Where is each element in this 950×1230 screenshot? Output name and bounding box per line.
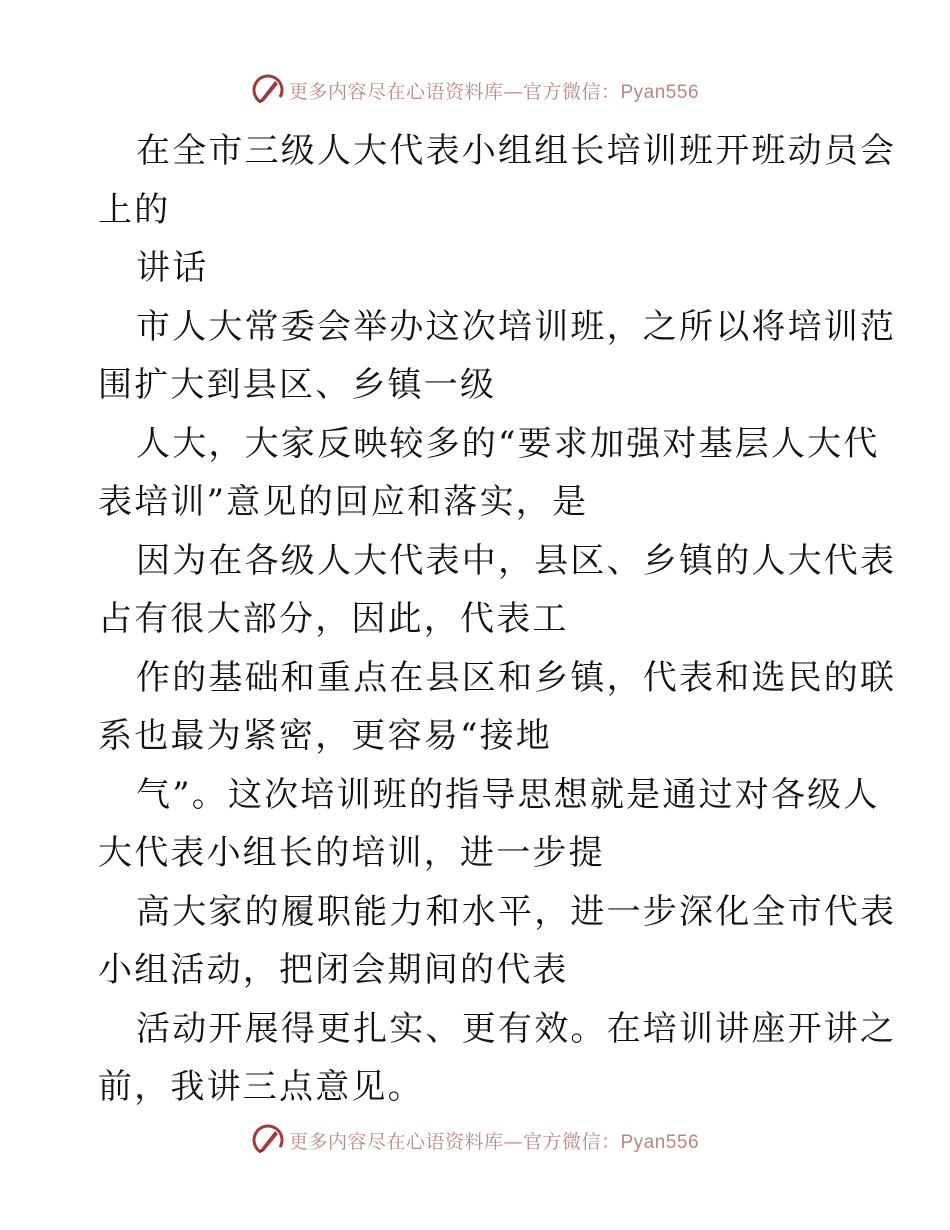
quill-pen-logo-icon [251, 1123, 285, 1157]
wechat-id: Pyan556 [620, 1131, 700, 1153]
paragraph-title-continued: 上的 [98, 189, 171, 230]
paragraph-6-cont: 小组活动，把闭会期间的代表 [98, 950, 569, 990]
footer-watermark-banner [0, 1120, 950, 1160]
paragraph-3: 因为在各级人大代表中，县区、乡镇的人大代表 [136, 540, 897, 581]
header-banner-text: 更多内容尽在心语资料库—官方微信：Pyan556 [288, 80, 700, 103]
paragraph-4: 作的基础和重点在县区和乡镇，代表和选民的联 [136, 657, 897, 698]
paragraph-3-cont: 占有很大部分，因此，代表工 [98, 599, 569, 639]
paragraph-7-cont: 前，我讲三点意见。 [98, 1067, 424, 1107]
paragraph-6: 高大家的履职能力和水平，进一步深化全市代表 [136, 891, 897, 932]
paragraph-1: 市人大常委会举办这次培训班，之所以将培训范 [136, 306, 897, 347]
paragraph-4-cont: 系也最为紧密，更容易“接地 [98, 716, 552, 756]
quill-pen-logo-icon [251, 73, 285, 107]
header-watermark-banner [0, 70, 950, 110]
footer-banner-text: 更多内容尽在心语资料库—官方微信：Pyan556 [288, 1130, 700, 1153]
wechat-id: Pyan556 [620, 81, 700, 103]
paragraph-1-cont: 围扩大到县区、乡镇一级 [98, 365, 497, 405]
paragraph-5-cont: 大代表小组长的培训，进一步提 [98, 833, 605, 873]
paragraph-5: 气”。这次培训班的指导思想就是通过对各级人 [136, 774, 880, 815]
paragraph-7: 活动开展得更扎实、更有效。在培训讲座开讲之 [136, 1008, 897, 1049]
paragraph-speech-label: 讲话 [136, 248, 209, 288]
paragraph-2: 人大，大家反映较多的“要求加强对基层人大代 [136, 423, 880, 464]
paragraph-title: 在全市三级人大代表小组组长培训班开班动员会 [136, 131, 897, 171]
paragraph-2-cont: 表培训”意见的回应和落实，是 [98, 482, 589, 522]
document-body [98, 122, 897, 1117]
